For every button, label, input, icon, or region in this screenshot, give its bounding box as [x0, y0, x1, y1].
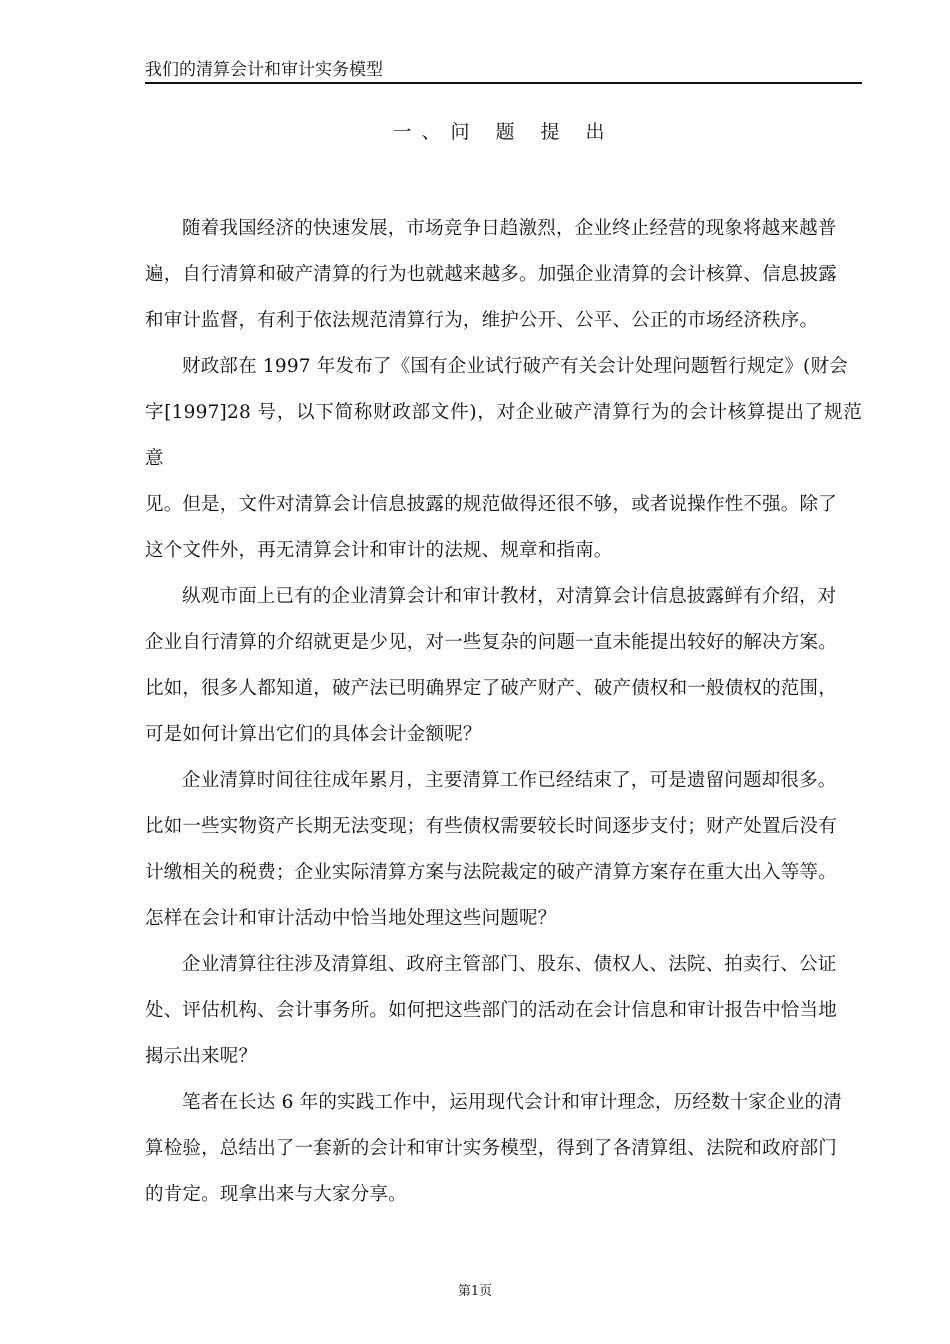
paragraph-5 — [145, 942, 862, 1080]
paragraph-1 — [145, 206, 862, 344]
paragraph-line: 的肯定。现拿出来与大家分享。 — [145, 1184, 407, 1205]
paragraph-line: 比如，很多人都知道，破产法已明确界定了破产财产、破产债权和一般债权的范围， — [145, 678, 837, 699]
paragraph-line: 算检验，总结出了一套新的会计和审计实务模型，得到了各清算组、法院和政府部门 — [145, 1138, 837, 1159]
paragraph-line: 财政部在 1997 年发布了《国有企业试行破产有关会计处理问题暂行规定》(财会 — [182, 356, 848, 377]
paragraph-line: 可是如何计算出它们的具体会计金额呢？ — [145, 724, 482, 745]
paragraph-line: 纵观市面上已有的企业清算会计和审计教材，对清算会计信息披露鲜有介绍，对 — [182, 586, 837, 607]
paragraph-line: 这个文件外，再无清算会计和审计的法规、规章和指南。 — [145, 540, 613, 561]
paragraph-line: 见。但是，文件对清算会计信息披露的规范做得还很不够，或者说操作性不强。除了 — [145, 494, 837, 515]
page-number: 第1页 — [457, 1284, 493, 1299]
paragraph-6 — [145, 1080, 862, 1218]
paragraph-line: 随着我国经济的快速发展，市场竞争日趋激烈，企业终止经营的现象将越来越普 — [182, 218, 837, 239]
paragraph-line: 计缴相关的税费；企业实际清算方案与法院裁定的破产清算方案存在重大出入等等。 — [145, 862, 837, 883]
document-body — [145, 206, 862, 1218]
paragraph-3 — [145, 574, 862, 758]
paragraph-line: 字[1997]28 号，以下简称财政部文件)，对企业破产清算行为的会计核算提出了规范意 — [145, 402, 862, 469]
paragraph-line: 企业自行清算的介绍就更是少见，对一些复杂的问题一直未能提出较好的解决方案。 — [145, 632, 837, 653]
paragraph-line: 怎样在会计和审计活动中恰当地处理这些问题呢？ — [145, 908, 557, 929]
section-heading: 一、问 题 提 出 — [392, 121, 615, 143]
paragraph-line: 和审计监督，有利于依法规范清算行为，维护公开、公平、公正的市场经济秩序。 — [145, 310, 819, 331]
paragraph-4 — [145, 758, 862, 942]
paragraph-line: 笔者在长达 6 年的实践工作中，运用现代会计和审计理念，历经数十家企业的清 — [182, 1092, 842, 1113]
paragraph-line: 遍，自行清算和破产清算的行为也就越来越多。加强企业清算的会计核算、信息披露 — [145, 264, 837, 285]
paragraph-line: 比如一些实物资产长期无法变现；有些债权需要较长时间逐步支付；财产处置后没有 — [145, 816, 837, 837]
paragraph-line: 企业清算时间往往成年累月，主要清算工作已经结束了，可是遗留问题却很多。 — [182, 770, 837, 791]
paragraph-2 — [145, 344, 862, 574]
running-header: 我们的清算会计和审计实务模型 — [145, 58, 862, 84]
paragraph-line: 揭示出来呢？ — [145, 1046, 258, 1067]
paragraph-line: 企业清算往往涉及清算组、政府主管部门、股东、债权人、法院、拍卖行、公证 — [182, 954, 837, 975]
paragraph-line: 处、评估机构、会计事务所。如何把这些部门的活动在会计信息和审计报告中恰当地 — [145, 1000, 837, 1021]
